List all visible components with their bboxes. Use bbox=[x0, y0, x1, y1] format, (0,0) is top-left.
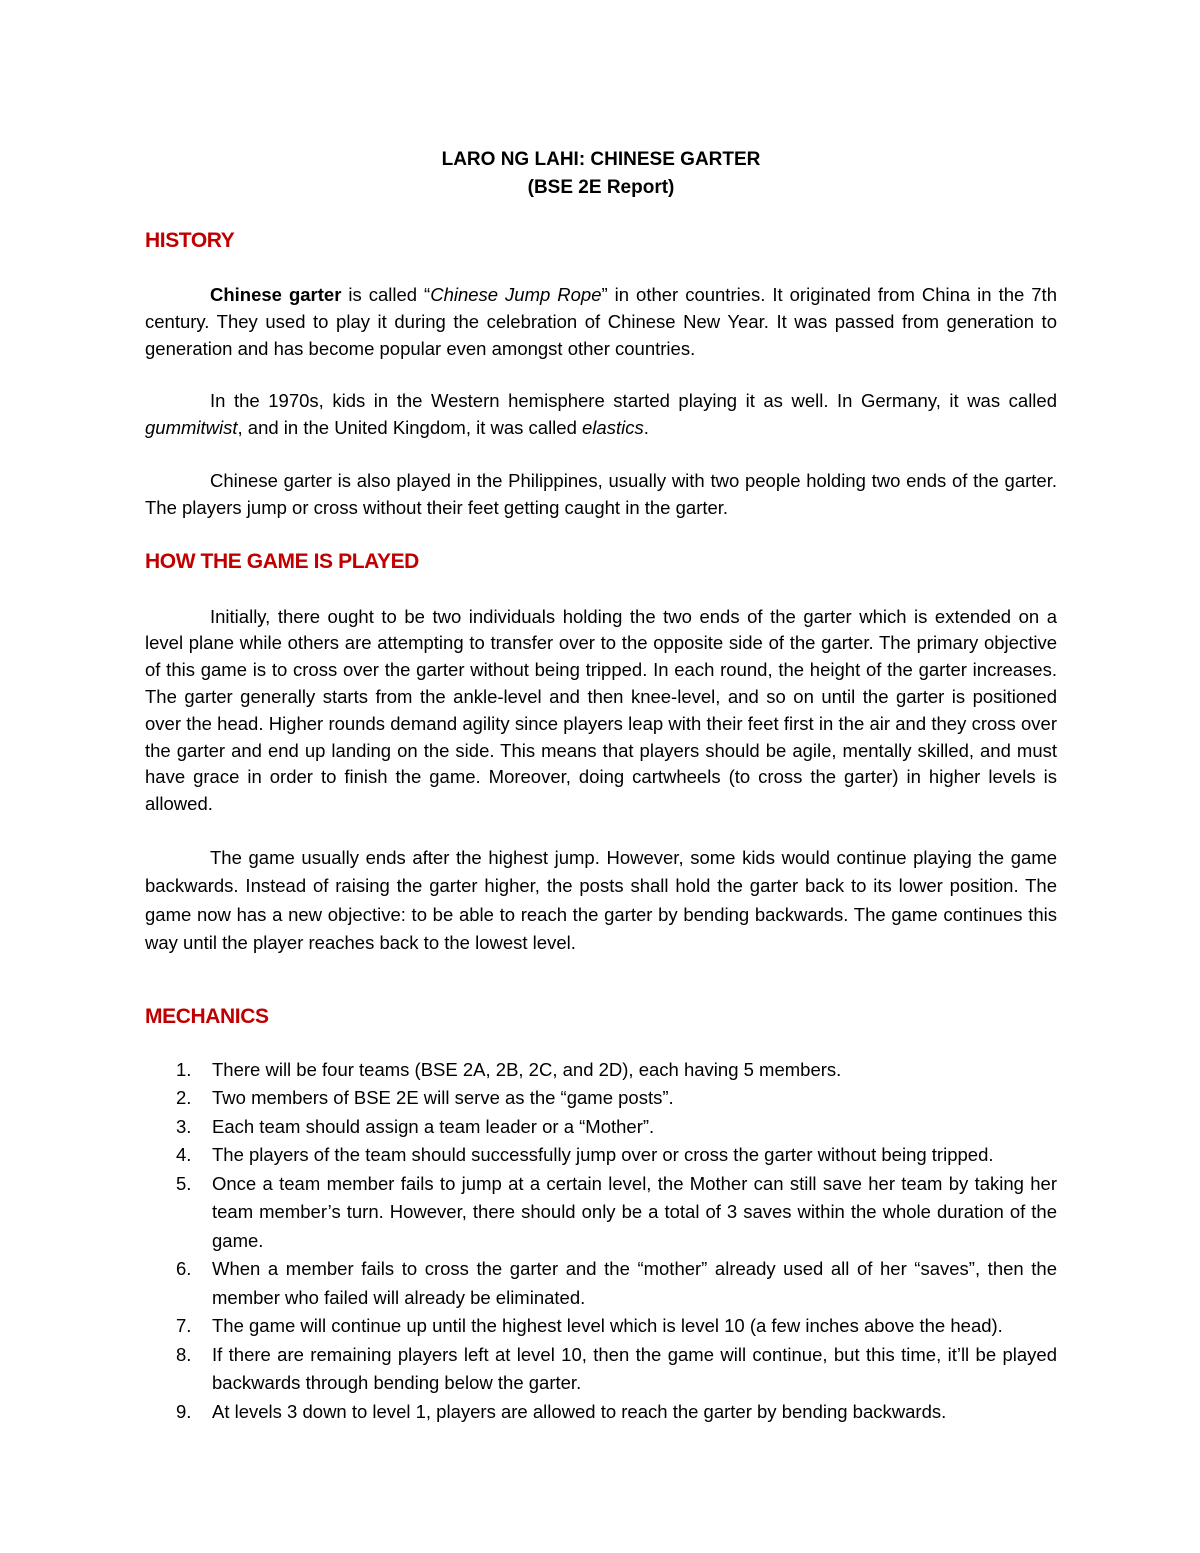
list-text: There will be four teams (BSE 2A, 2B, 2C, and 2D), each having 5 members. bbox=[212, 1058, 842, 1080]
list-item bbox=[145, 1141, 1057, 1170]
list-item bbox=[145, 1398, 1057, 1427]
document-page bbox=[145, 138, 1057, 1426]
italic-term-elastics: elastics bbox=[582, 417, 644, 439]
list-item bbox=[145, 1056, 1057, 1085]
history-p2-text-c: . bbox=[643, 417, 649, 439]
list-text: When a member fails to cross the garter and the “mother” already used all of her “saves”, then the member who failed will already be eliminated. bbox=[212, 1258, 1057, 1308]
list-text: Once a team member fails to jump at a certain level, the Mother can still save her team by taking her team member’s turn. However, there should only be a total of 3 saves within the whole duration of the game. bbox=[212, 1172, 1057, 1251]
history-paragraph-3: Chinese garter is also played in the Philippines, usually with two people holding two ends of the garter. The players jump or cross without their feet getting caught in the garter. bbox=[145, 469, 1057, 518]
list-number: 8. bbox=[176, 1343, 192, 1365]
list-item bbox=[145, 1113, 1057, 1142]
list-text: At levels 3 down to level 1, players are allowed to reach the garter by bending backwards. bbox=[212, 1400, 947, 1422]
list-text: Each team should assign a team leader or a “Mother”. bbox=[212, 1115, 655, 1137]
list-text: The game will continue up until the highest level which is level 10 (a few inches above the head). bbox=[212, 1315, 1003, 1337]
list-text: Two members of BSE 2E will serve as the “game posts”. bbox=[212, 1087, 674, 1109]
list-number: 5. bbox=[176, 1172, 192, 1194]
history-heading: HISTORY bbox=[145, 229, 235, 252]
mechanics-list bbox=[145, 1056, 1057, 1427]
title-line-1: LARO NG LAHI: CHINESE GARTER bbox=[441, 149, 761, 170]
how-played-heading: HOW THE GAME IS PLAYED bbox=[145, 549, 419, 573]
list-number: 4. bbox=[176, 1144, 192, 1166]
list-number: 6. bbox=[176, 1258, 192, 1280]
list-item bbox=[145, 1170, 1057, 1256]
list-item bbox=[145, 1255, 1057, 1312]
history-paragraph-2 bbox=[145, 388, 1057, 442]
list-number: 7. bbox=[176, 1315, 192, 1337]
mechanics-heading: MECHANICS bbox=[145, 1004, 269, 1028]
list-text: The players of the team should successfully jump over or cross the garter without being tripped. bbox=[212, 1144, 994, 1166]
how-played-paragraph-2: The game usually ends after the highest jump. However, some kids would continue playing the game backwards. Instead of raising the garter higher, the posts shall hold the garter back to its lower position. The game now has a new objective: to be able to reach the garter by bending backwards. The game continues this way until the player reaches back to the lowest level. bbox=[145, 846, 1057, 954]
list-item bbox=[145, 1084, 1057, 1113]
history-p2-text-a: In the 1970s, kids in the Western hemisphere started playing it as well. In Germany, it was called bbox=[210, 390, 1057, 412]
list-number: 3. bbox=[176, 1115, 192, 1137]
history-paragraph-1 bbox=[145, 282, 1057, 362]
list-number: 9. bbox=[176, 1400, 192, 1422]
how-played-paragraph-1: Initially, there ought to be two individuals holding the two ends of the garter which is extended on a level plane while others are attempting to transfer over to the opposite side of the garter. The primary objective of this game is to cross over the garter without being tripped. In each round, the height of the garter increases. The garter generally starts from the ankle-level and then knee-level, and so on until the garter is positioned over the head. Higher rounds demand agility since players leap with their feet first in the air and they cross over the garter and end up landing on the side. This means that players should be agile, mentally skilled, and must have grace in order to finish the game. Moreover, doing cartwheels (to cross the garter) in higher levels is allowed. bbox=[145, 605, 1057, 815]
list-item bbox=[145, 1312, 1057, 1341]
list-text: If there are remaining players left at level 10, then the game will continue, but this time, it’ll be played backwards through bending below the garter. bbox=[212, 1343, 1057, 1394]
title-line-2: (BSE 2E Report) bbox=[527, 177, 675, 198]
document-subtitle bbox=[145, 174, 1057, 202]
history-p1-text-a: is called “ bbox=[341, 284, 431, 305]
italic-term-gummitwist: gummitwist bbox=[145, 417, 238, 439]
list-item bbox=[145, 1341, 1057, 1398]
history-p1-text-b: ” in other countries. It originated from China in the 7th century. They used to play it during the celebration of Chinese New Year. It was passed from generation to generation and has become popular even amongst other countries. bbox=[145, 284, 1057, 359]
bold-lead-term: Chinese garter bbox=[210, 284, 342, 305]
italic-term: Chinese Jump Rope bbox=[430, 284, 602, 305]
list-number: 1. bbox=[176, 1058, 192, 1080]
document-title bbox=[145, 146, 1057, 174]
history-p2-text-b: , and in the United Kingdom, it was called bbox=[237, 417, 583, 439]
list-number: 2. bbox=[176, 1087, 192, 1109]
